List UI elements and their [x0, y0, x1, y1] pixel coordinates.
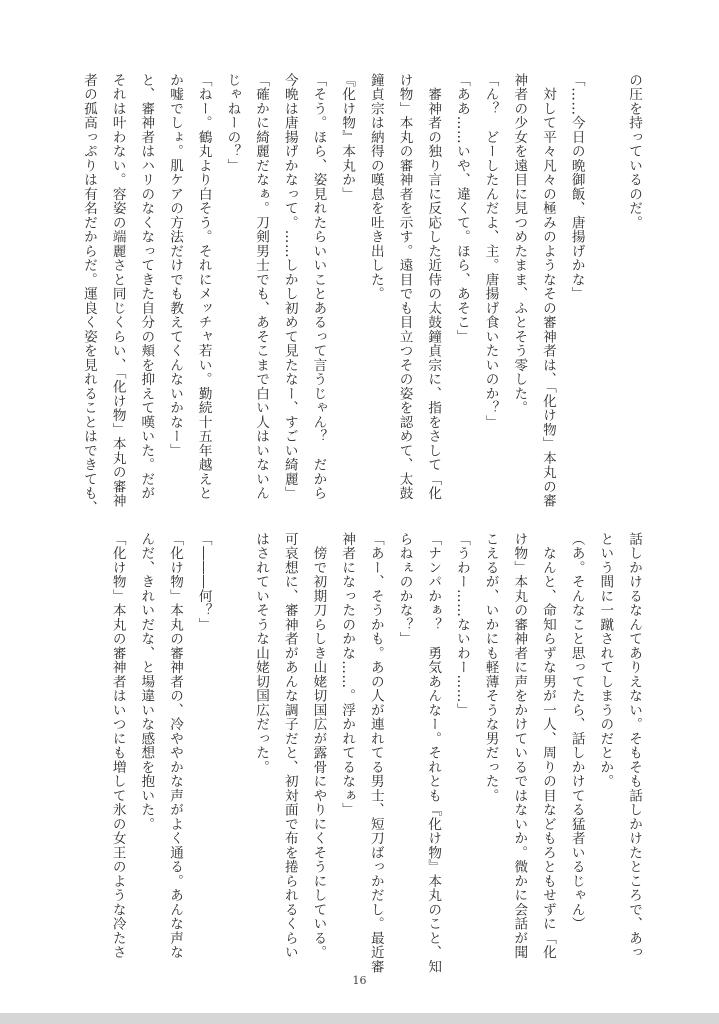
text-column: 「そう。ほら、姿見れたらいいことあるって言うじゃん？ だから — [310, 73, 327, 501]
text-column: 神者の少女を遠目に見つめたまま、ふとそう零した。 — [511, 73, 528, 415]
text-column: らねぇのかな？」 — [396, 532, 413, 646]
text-column: 「ナンパかぁ？ 勇気あんなー。それとも『化け物』本丸のこと、知 — [425, 532, 442, 974]
text-column: と、審神者はハリのなくなってきた自分の頬を抑えて嘆いた。だが — [138, 73, 155, 501]
text-column: 「化け物」本丸の審神者はいつにも増して氷の女王のような冷たさ — [109, 532, 126, 960]
lower-text-tier — [103, 532, 648, 972]
upper-text-tier — [74, 73, 648, 513]
text-column: 「確かに綺麗だなぁ。刀剣男士でも、あそこまで白い人はいないん — [253, 73, 270, 501]
text-column: 「……今日の晩御飯、唐揚げかな」 — [568, 73, 585, 301]
text-column: 対して平々凡々の極みのようなその審神者は、「化け物」本丸の審 — [539, 73, 556, 508]
text-column: 審神者の独り言に反応した近侍の太鼓鐘貞宗に、指をさして「化 — [425, 73, 442, 501]
text-column: （あ。そんなこと思ってたら、話しかけてる猛者いるじゃん） — [568, 532, 585, 931]
text-column: の圧を持っているのだ。 — [626, 73, 642, 230]
page-number: 16 — [352, 974, 367, 987]
text-column: という間に一蹴されてしまうのだとか。 — [597, 532, 614, 789]
text-column: それは叶わない。容姿の端麗さと同じくらい、「化け物」本丸の審神 — [109, 73, 126, 508]
text-column: こえるが、いかにも軽薄そうな男だった。 — [482, 532, 499, 803]
text-column — [218, 532, 247, 972]
text-column: 話しかけるなんてありえない。そもそも話しかけたところで、あっ — [626, 532, 642, 960]
text-column: じゃねーの？」 — [224, 73, 241, 173]
text-column: んだ、きれいだな、と場違いな感想を抱いた。 — [138, 532, 155, 832]
text-column: 「―――何？」 — [195, 532, 212, 632]
text-column: 「ねー。鶴丸より白そう。それにメッチャ若い。勤続十五年越えと — [195, 73, 212, 501]
text-column: はされていそうな山姥切国広だった。 — [253, 532, 270, 775]
text-column: か嘘でしょ。肌ケアの方法だけでも教えてくんないかなー」 — [167, 73, 183, 458]
text-column — [591, 73, 620, 513]
text-column: なんと、命知らずな男が一人、周りの目などもろともせずに「化 — [539, 532, 556, 960]
text-column: 「ああ……いや、違くて。ほら、あそこ」 — [453, 73, 470, 344]
page-bottom-edge — [0, 1013, 719, 1024]
text-column: 者の孤高っぷりは有名だからだ。運良く姿を見れることはできても、 — [80, 73, 97, 515]
text-column: 傍で初期刀らしき山姥切国広が露骨にやりにくそうにしている。 — [310, 532, 327, 960]
text-column: け物」本丸の審神者に声をかけているではないか。微かに会話が聞 — [511, 532, 528, 960]
text-column: 「あー、そうかも。あの人が連れてる男士、短刀ばっかだし。最近審 — [367, 532, 384, 974]
text-column: 可哀想に、審神者があんな調子だと、初対面で布を捲られるくらい — [281, 532, 298, 960]
text-column: 「化け物」本丸の審神者の、冷ややかな声がよく通る。あんな声な — [167, 532, 183, 960]
text-column: 「ん？ どーしたんだよ、主。唐揚げ食いたいのか？」 — [482, 73, 499, 430]
text-column: 『化け物』本丸か」 — [339, 73, 356, 202]
text-column: け物」本丸の審神者を示す。遠目でも目立つその姿を認めて、太鼓 — [396, 73, 413, 501]
text-column: 鐘貞宗は納得の嘆息を吐き出した。 — [367, 73, 384, 301]
text-column: 神者になったのかな……。浮かれてるなぁ」 — [339, 532, 356, 817]
text-column: 今晩は唐揚げかなって。……しかし初めて見たなー、すごい綺麗」 — [281, 73, 298, 501]
text-column: 「うわー……ないわー……」 — [453, 532, 470, 718]
